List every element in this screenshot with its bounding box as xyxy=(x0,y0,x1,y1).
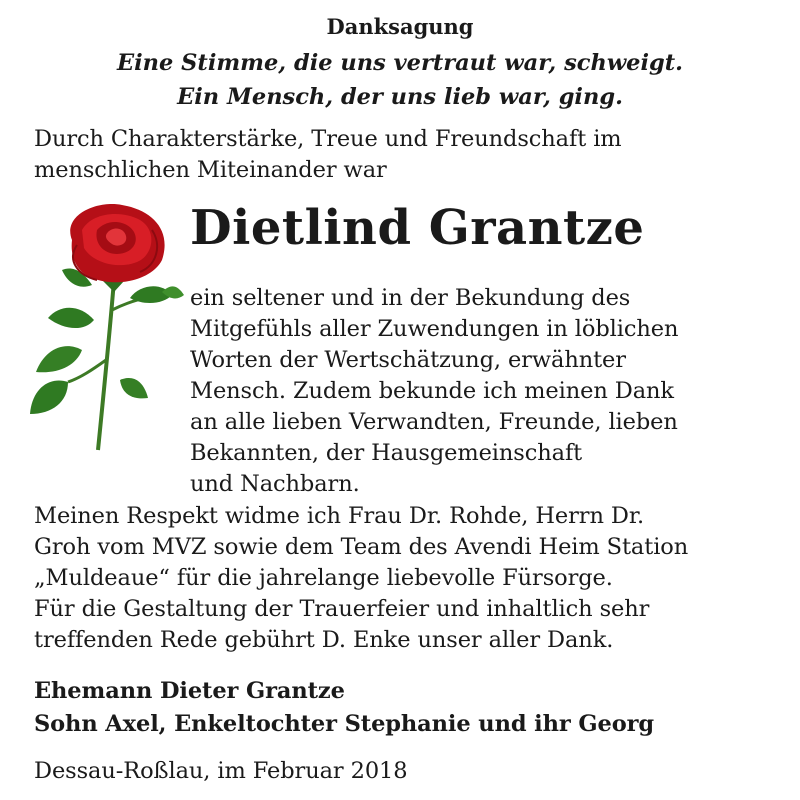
place-date: Dessau-Roßlau, im Februar 2018 xyxy=(34,758,408,784)
body-line: Worten der Wertschätzung, erwähnter xyxy=(190,347,626,373)
body-line: und Nachbarn. xyxy=(190,471,360,497)
body-line: Für die Gestaltung der Trauerfeier und inhaltlich sehr xyxy=(34,596,650,622)
body-line: Meinen Respekt widme ich Frau Dr. Rohde, Herrn Dr. xyxy=(34,503,645,529)
notice-heading: Danksagung xyxy=(326,14,474,39)
body-line: Mitgefühls aller Zuwendungen in löblichen xyxy=(190,316,679,342)
body-line: Groh vom MVZ sowie dem Team des Avendi Heim Station xyxy=(34,534,689,560)
intro-line: menschlichen Miteinander war xyxy=(34,157,387,183)
body-line: Bekannten, der Hausgemeinschaft xyxy=(190,440,583,466)
body-line: an alle lieben Verwandten, Freunde, lieben xyxy=(190,409,678,435)
body-line: treffenden Rede gebührt D. Enke unser aller Dank. xyxy=(34,627,614,653)
body-line: „Muldeaue“ für die jahrelange liebevolle Fürsorge. xyxy=(34,565,613,591)
body-line: ein seltener und in der Bekundung des xyxy=(190,285,631,311)
motto-line-1: Eine Stimme, die uns vertraut war, schweigt. xyxy=(116,50,684,76)
signature-line: Sohn Axel, Enkeltochter Stephanie und ihr Georg xyxy=(34,711,655,737)
body-line: Mensch. Zudem bekunde ich meinen Dank xyxy=(190,378,674,404)
intro-line: Durch Charakterstärke, Treue und Freundschaft im xyxy=(34,126,622,152)
rose-icon xyxy=(22,200,192,455)
motto-line-2: Ein Mensch, der uns lieb war, ging. xyxy=(177,84,623,110)
deceased-name: Dietlind Grantze xyxy=(190,200,645,256)
signature-line: Ehemann Dieter Grantze xyxy=(34,678,345,704)
